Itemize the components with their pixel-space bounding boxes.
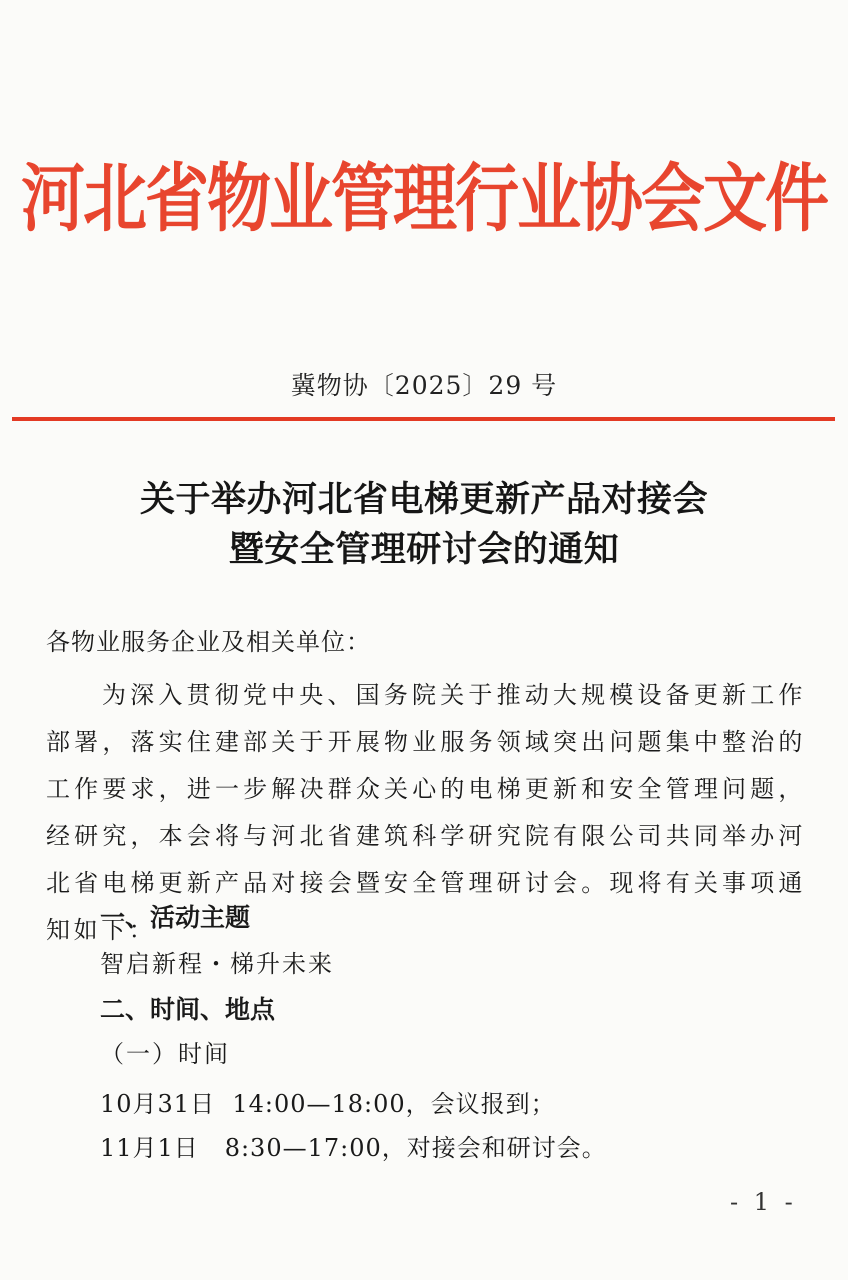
notice-title-line-1: 关于举办河北省电梯更新产品对接会 [139,479,708,520]
intro-paragraph: 为深入贯彻党中央、国务院关于推动大规模设备更新工作部署，落实住建部关于开展物业服务领域突出问题集中整治的工作要求，进一步解决群众关心的电梯更新和安全管理问题，经研究，本会将与河北省建筑科学研究院有限公司共同举办河北省电梯更新产品对接会暨安全管理研讨会。现将有关事项通知如下： [46,681,806,944]
schedule-line: 10月31日 14:00—18:00，会议报到； [100,1090,556,1118]
section-2-subheading-time: （一）时间 [100,1040,230,1068]
section-2-heading: 二、时间、地点 [100,995,276,1024]
section-1-theme: 智启新程・梯升未来 [100,950,334,978]
page-number: - 1 - [730,1188,797,1216]
org-header-title: 河北省物业管理行业协会文件 [21,156,827,243]
section-1-heading: 一、活动主题 [100,903,251,932]
notice-title-line-2: 暨安全管理研讨会的通知 [228,529,620,570]
schedule-line: 11月1日 8:30—17:00，对接会和研讨会。 [100,1134,607,1162]
document-number: 冀物协〔2025〕29 号 [290,371,558,400]
salutation: 各物业服务企业及相关单位： [46,628,371,656]
red-divider-line [12,417,835,421]
